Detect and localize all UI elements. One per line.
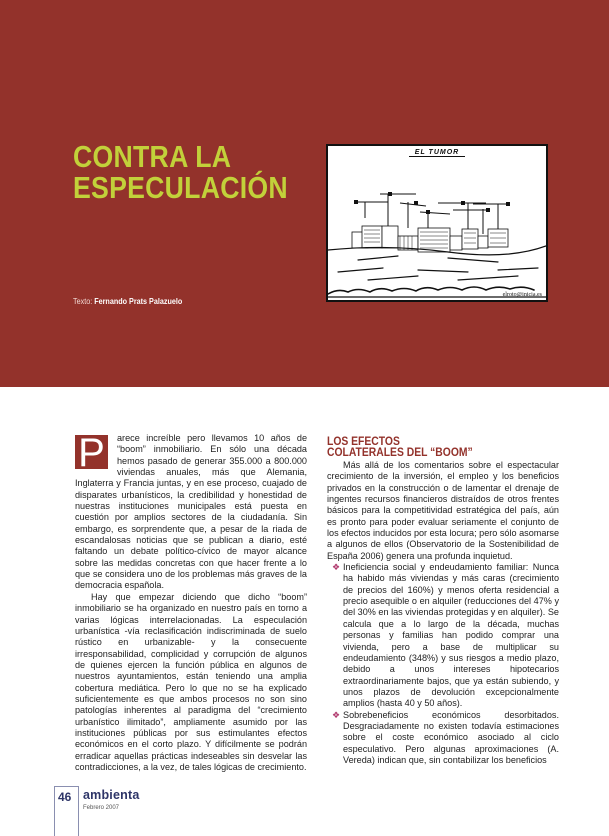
title-line-1: CONTRA LA [73,139,232,174]
cartoon-signature: elroto@inicia.es [502,292,542,298]
article-column-left [75,433,307,773]
paragraph-1: P arece increíble pero llevamos 10 años de “boom” inmobiliario. En sólo una década hemos pasado de generar 355.000 a 800.000 viviendas anuales, más que Alemania, Inglaterra y Francia juntas, y en ese proceso, cuajado de disparates urbanísticos, la credibilidad y honestidad de nuestras instituciones municipales está puesta en cuestión por amplios sectores de la ciudadanía. Sin embargo, es sorprendente que, a pesar de la riada de escandalosas noticias que se publican a diario, esté faltando un debate político-cívico de mayor alcance sobre las medidas concretas con que hacer frente a lo que se considera uno de los problemas más graves de la democracia española. [75,431,307,591]
article-column-right [327,437,559,766]
issue-date: Febrero 2007 [83,805,120,811]
byline [73,297,182,306]
bullet-item: ❖ Ineficiencia social y endeudamiento familiar: Nunca ha habido más viviendas y más caras (crecimiento de precios del 160%) y menos oferta residencial a precio asequible o en alquiler (reducciones del 47% y del 30% en las viviendas protegidas y en alquiler). Se calcula que a lo largo de la década, muchas personas y familias han podido comprar una vivienda, pero a base de multiplicar su endeudamiento (348%) y sus riesgos a medio plazo, debido a unos intereses hipotecarios extraordinariamente bajos, que ya están subiendo, y unos plazos de devolución excepcionalmente amplios (hasta 40 y 50 años). [332,562,559,709]
dropcap: P [75,435,108,469]
page-number: 46 [58,790,72,804]
cartoon-caption: EL TUMOR [328,149,546,156]
cartoon-illustration [326,144,548,302]
page-number-box [54,786,79,836]
title-line-2: ESPECULACIÓN [73,170,288,205]
cartoon-drawing-icon [328,146,546,300]
byline-author: Fernando Prats Palazuelo [94,297,183,306]
diamond-bullet-icon: ❖ [332,709,341,720]
article-title [73,141,288,203]
bullet-list [327,562,559,766]
section-subhead: LOS EFECTOS COLATERALES DEL “BOOM” [327,436,473,459]
bullet-item: ❖ Sobrebeneficios económicos desorbitados. Desgraciadamente no existen todavía estimaciones sobre el coste económico asociado al ciclo especulativo. Pero algunas aproximaciones (A. Vereda) indican que, sin contabilizar los beneficios [332,709,559,765]
diamond-bullet-icon: ❖ [332,562,341,573]
magazine-name: ambienta [83,788,140,802]
paragraph-2: Hay que empezar diciendo que dicho “boom” inmobiliario se ha organizado en nuestro país en torno a varias lógicas interrelacionadas. La especulación urbanística -vía reclasificación indiscriminada de suelo rústico en urbanizable- y la consecuente irresponsabilidad, complicidad y corrupción de algunos de quienes ejercen la función pública en algunos de nuestros ayuntamientos, están teniendo una amplia cobertura mediática. Pero lo que no se ha explicado suficientemente es que ambos procesos no son sino patologías inherentes al paradigma del “crecimiento urbanístico ilimitado”, ampliamente asumido por las instituciones públicas por sus estimulantes efectos económicos en el corto plazo. Y difícilmente se podrán erradicar aquellas prácticas indeseables sin desvelar las contradicciones, a la vez, de tales lógicas de crecimiento. [75,591,307,772]
section-intro: Más allá de los comentarios sobre el espectacular crecimiento de la inversión, el empleo y los beneficios privados en la construcción o de lamentar el drenaje de ingentes recursos financieros distraídos de otros frentes básicos para la competitividad estratégica del país, aún es pronto para poder evaluar seriamente el conjunto de los efectos inducidos por esta locura; pero sólo asomarse a algunos de ellos (Observatorio de la Sostenibilidad de España 2006) genera una profunda inquietud. [327,460,560,561]
byline-label: Texto: [73,297,93,306]
